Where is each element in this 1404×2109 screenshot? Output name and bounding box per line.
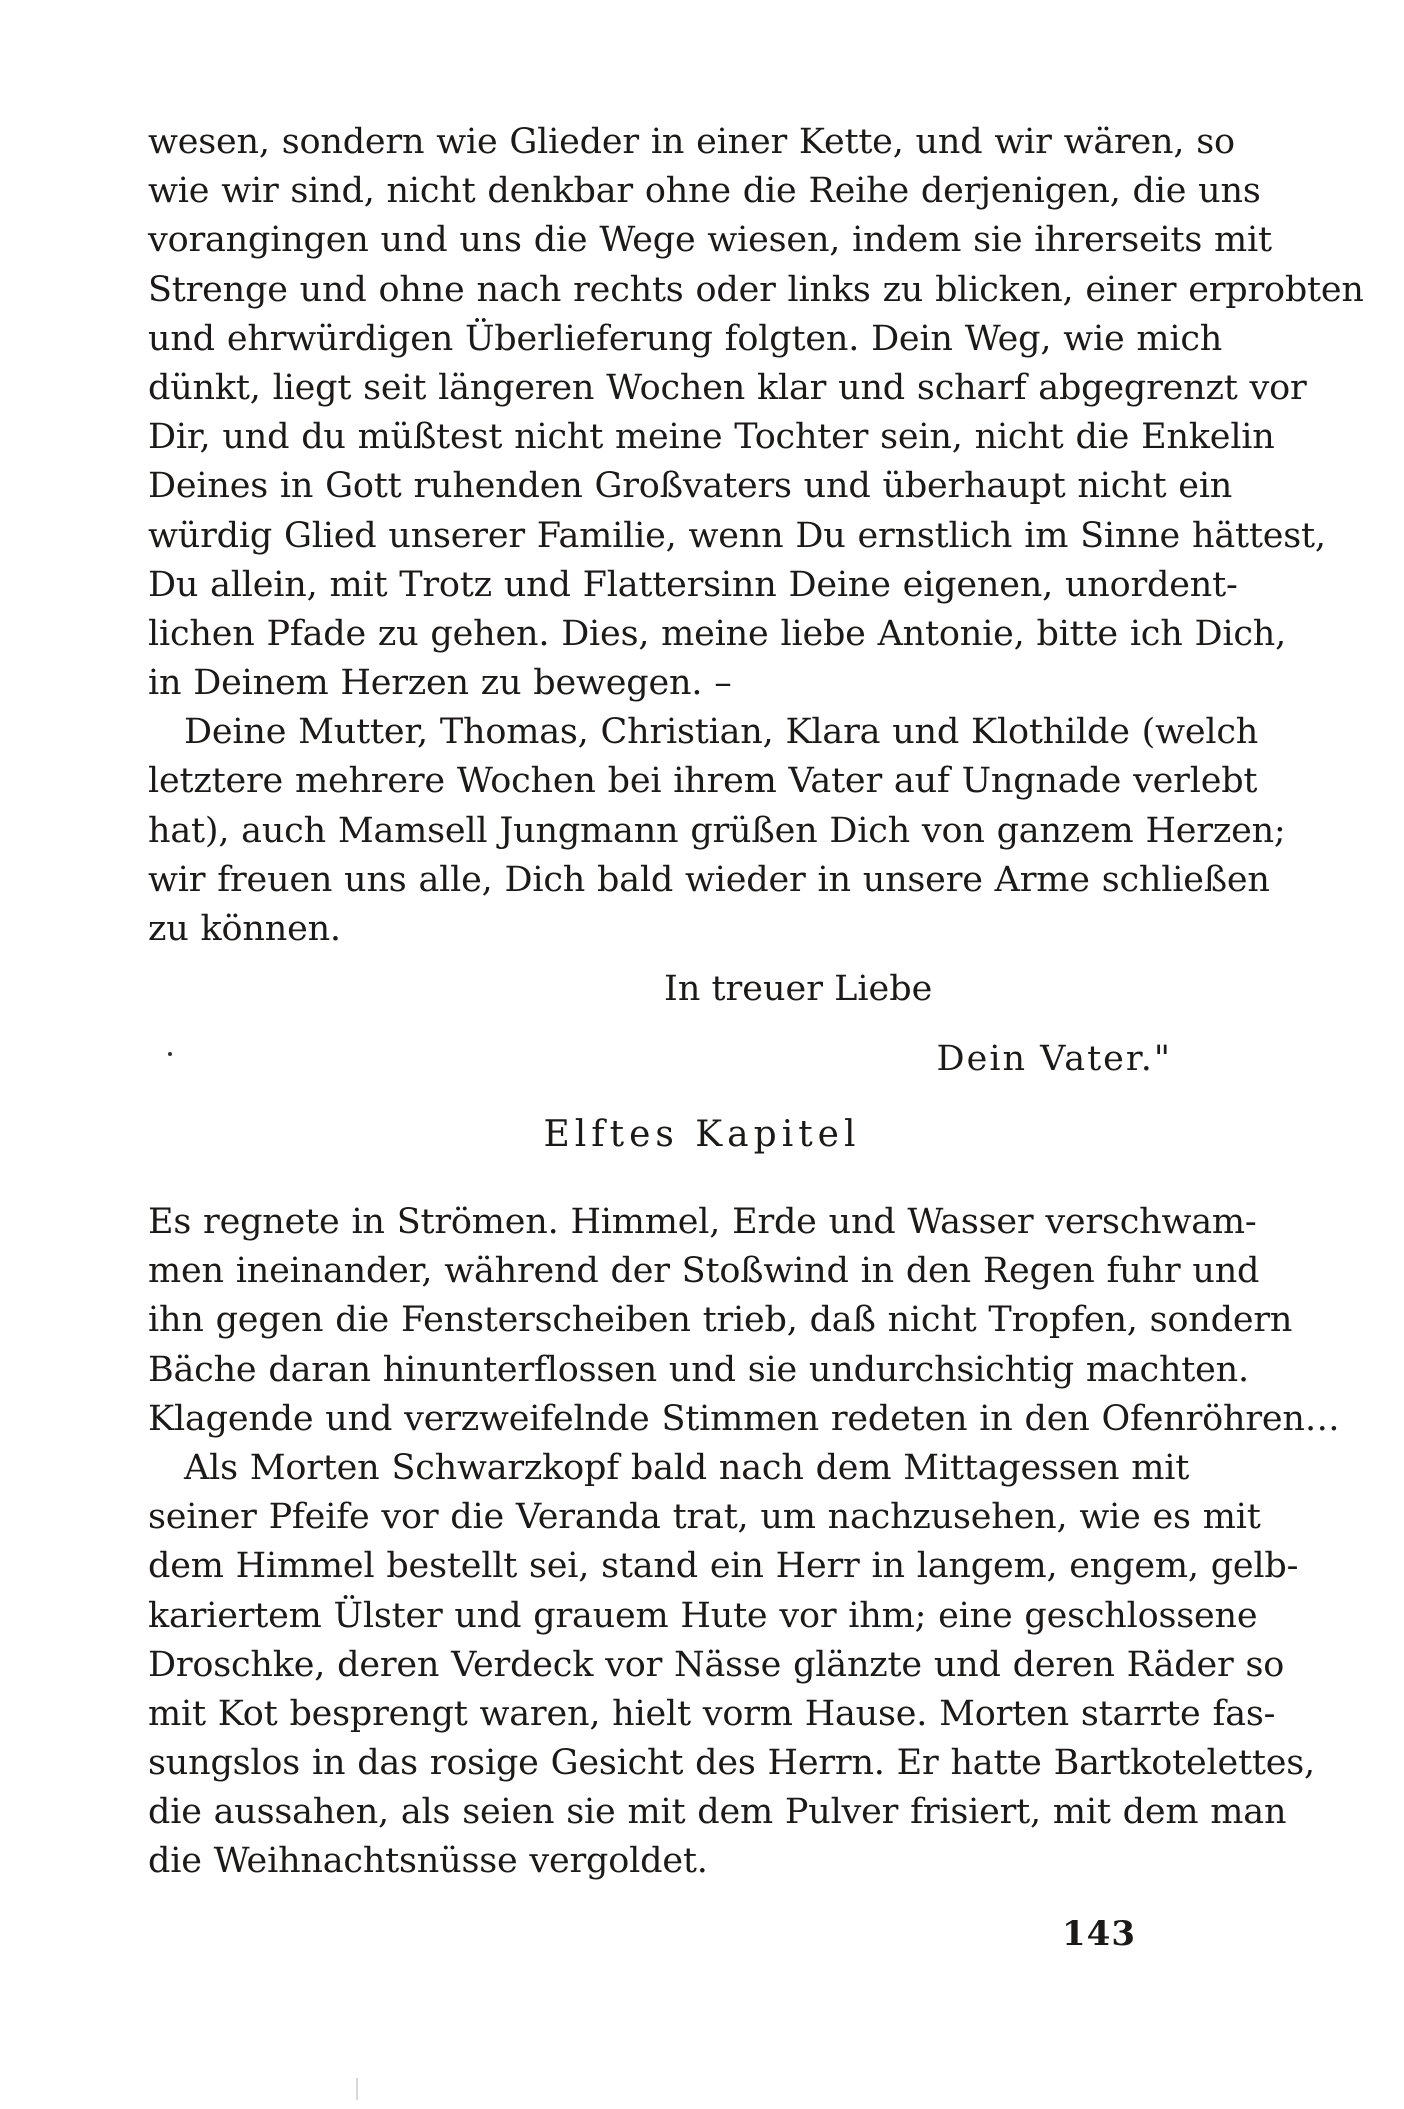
- text-line: Dir, und du müßtest nicht meine Tochter sein, nicht die Enkelin: [148, 417, 1275, 458]
- text-line: wie wir sind, nicht denkbar ohne die Reihe derjenigen, die uns: [148, 171, 1261, 212]
- page-number: 143: [1062, 1914, 1136, 1954]
- text-line: dünkt, liegt seit längeren Wochen klar und scharf abgegrenzt vor: [148, 367, 1307, 408]
- text-line: Du allein, mit Trotz und Flattersinn Deine eigenen, unordent-: [148, 564, 1238, 605]
- print-speck: [168, 1052, 172, 1056]
- chapter-text-block: [148, 1198, 1340, 1887]
- letter-closing: In treuer Liebe: [664, 969, 933, 1009]
- paragraph-start-line: Als Morten Schwarzkopf bald nach dem Mittagessen mit: [184, 1447, 1190, 1488]
- paragraph-start-line: Deine Mutter, Thomas, Christian, Klara und Klothilde (welch: [184, 712, 1259, 753]
- text-line: Bäche daran hinunterflossen und sie undurchsichtig machten.: [148, 1349, 1249, 1390]
- letter-signature-block: [148, 954, 1172, 1094]
- text-line: Droschke, deren Verdeck vor Nässe glänzte und deren Räder so: [148, 1644, 1285, 1685]
- text-line: hat), auch Mamsell Jungmann grüßen Dich von ganzem Herzen;: [148, 810, 1286, 851]
- chapter-heading: Elftes Kapitel: [543, 1114, 861, 1155]
- text-line: wesen, sondern wie Glieder in einer Kette, und wir wären, so: [148, 122, 1235, 162]
- text-line: würdig Glied unserer Familie, wenn Du ernstlich im Sinne hättest,: [148, 515, 1326, 556]
- letter-text-block: [148, 118, 1364, 954]
- text-line: seiner Pfeife vor die Veranda trat, um nachzusehen, wie es mit: [148, 1497, 1261, 1538]
- gutter-mark: [356, 2078, 358, 2100]
- text-line: und ehrwürdigen Überlieferung folgten. Dein Weg, wie mich: [148, 318, 1223, 359]
- text-line: vorangingen und uns die Wege wiesen, indem sie ihrerseits mit: [148, 220, 1272, 261]
- text-line: mit Kot besprengt waren, hielt vorm Hause. Morten starrte fas-: [148, 1693, 1276, 1734]
- text-line: ihn gegen die Fensterscheiben trieb, daß nicht Tropfen, sondern: [148, 1300, 1293, 1341]
- text-line: Klagende und verzweifelnde Stimmen redeten in den Ofenröhren…: [148, 1398, 1340, 1439]
- text-line: letztere mehrere Wochen bei ihrem Vater auf Ungnade verlebt: [148, 761, 1258, 802]
- text-line: Deines in Gott ruhenden Großvaters und überhaupt nicht ein: [148, 466, 1233, 507]
- text-line: kariertem Ülster und grauem Hute vor ihm; eine geschlossene: [148, 1595, 1258, 1636]
- text-line: Strenge und ohne nach rechts oder links zu blicken, einer erprobten: [148, 269, 1364, 310]
- text-line: sungslos in das rosige Gesicht des Herrn. Er hatte Bartkotelettes,: [148, 1743, 1315, 1784]
- text-line: dem Himmel bestellt sei, stand ein Herr in langem, engem, gelb-: [148, 1546, 1299, 1587]
- text-line: die aussahen, als seien sie mit dem Pulver frisiert, mit dem man: [148, 1792, 1287, 1833]
- text-line: wir freuen uns alle, Dich bald wieder in unsere Arme schließen: [148, 859, 1270, 900]
- text-line: die Weihnachtsnüsse vergoldet.: [148, 1841, 708, 1882]
- text-line: men ineinander, während der Stoßwind in den Regen fuhr und: [148, 1251, 1260, 1292]
- text-line: zu können.: [148, 909, 341, 949]
- letter-signoff: Dein Vater.": [936, 1039, 1172, 1079]
- text-line: Es regnete in Strömen. Himmel, Erde und Wasser verschwam-: [148, 1202, 1257, 1242]
- text-line: in Deinem Herzen zu bewegen. –: [148, 663, 732, 704]
- text-line: lichen Pfade zu gehen. Dies, meine liebe Antonie, bitte ich Dich,: [148, 613, 1287, 654]
